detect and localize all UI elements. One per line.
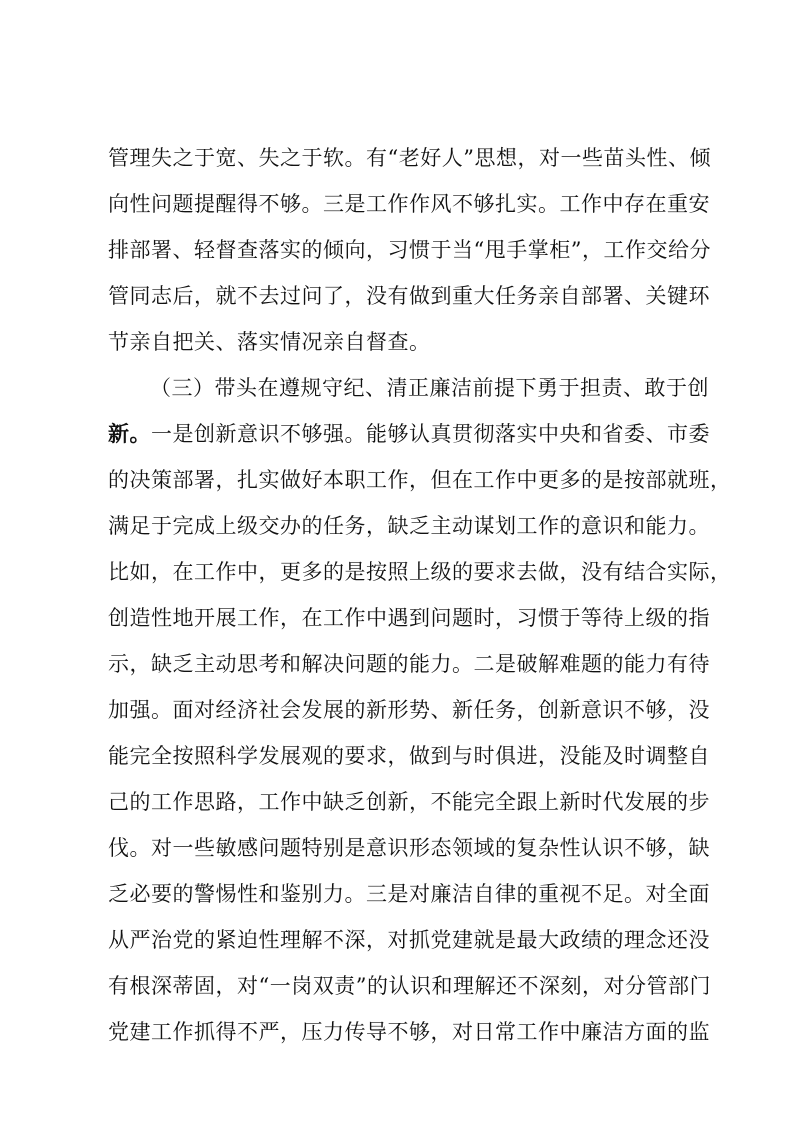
text-line: 示，缺乏主动思考和解决问题的能力。二是破解难题的能力有待 [108,652,710,676]
text-line: 排部署、轻督查落实的倾向，习惯于当“甩手掌柜”，工作交给分 [108,238,711,262]
text-line: 满足于完成上级交办的任务，缺乏主动谋划工作的意识和能力。 [108,514,710,538]
text-line: 伐。对一些敏感问题特别是意识形态领域的复杂性认识不够，缺 [108,836,710,860]
text-line: 乏必要的警惕性和鉴别力。三是对廉洁自律的重视不足。对全面 [108,882,710,906]
text-line: 加强。面对经济社会发展的新形势、新任务，创新意识不够，没 [108,698,710,722]
section-heading: （三）带头在遵规守纪、清正廉洁前提下勇于担责、敢于创 [150,376,709,400]
text-line-mixed [108,414,710,454]
text-line: 比如，在工作中，更多的是按照上级的要求去做，没有结合实际， [108,560,732,584]
text-line: 节亲自把关、落实情况亲自督查。 [108,330,431,354]
paragraph-text: 一是创新意识不够强。能够认真贯彻落实中央和省委、市委 [151,422,710,446]
heading-continuation: 新。 [108,421,151,446]
text-line: 管理失之于宽、失之于软。有“老好人”思想，对一些苗头性、倾 [108,146,711,170]
text-line: 能完全按照科学发展观的要求，做到与时俱进，没能及时调整自 [108,744,710,768]
text-line: 党建工作抓得不严，压力传导不够，对日常工作中廉洁方面的监 [108,1020,710,1044]
text-line: 的决策部署，扎实做好本职工作，但在工作中更多的是按部就班， [108,468,732,492]
text-line: 从严治党的紧迫性理解不深，对抓党建就是最大政绩的理念还没 [108,928,710,952]
text-line: 有根深蒂固，对“一岗双责”的认识和理解还不深刻，对分管部门 [108,974,711,998]
text-line: 创造性地开展工作，在工作中遇到问题时，习惯于等待上级的指 [108,606,710,630]
text-line: 向性问题提醒得不够。三是工作作风不够扎实。工作中存在重安 [108,192,710,216]
text-line: 管同志后，就不去过问了，没有做到重大任务亲自部署、关键环 [108,284,710,308]
text-line: 己的工作思路，工作中缺乏创新，不能完全跟上新时代发展的步 [108,790,710,814]
